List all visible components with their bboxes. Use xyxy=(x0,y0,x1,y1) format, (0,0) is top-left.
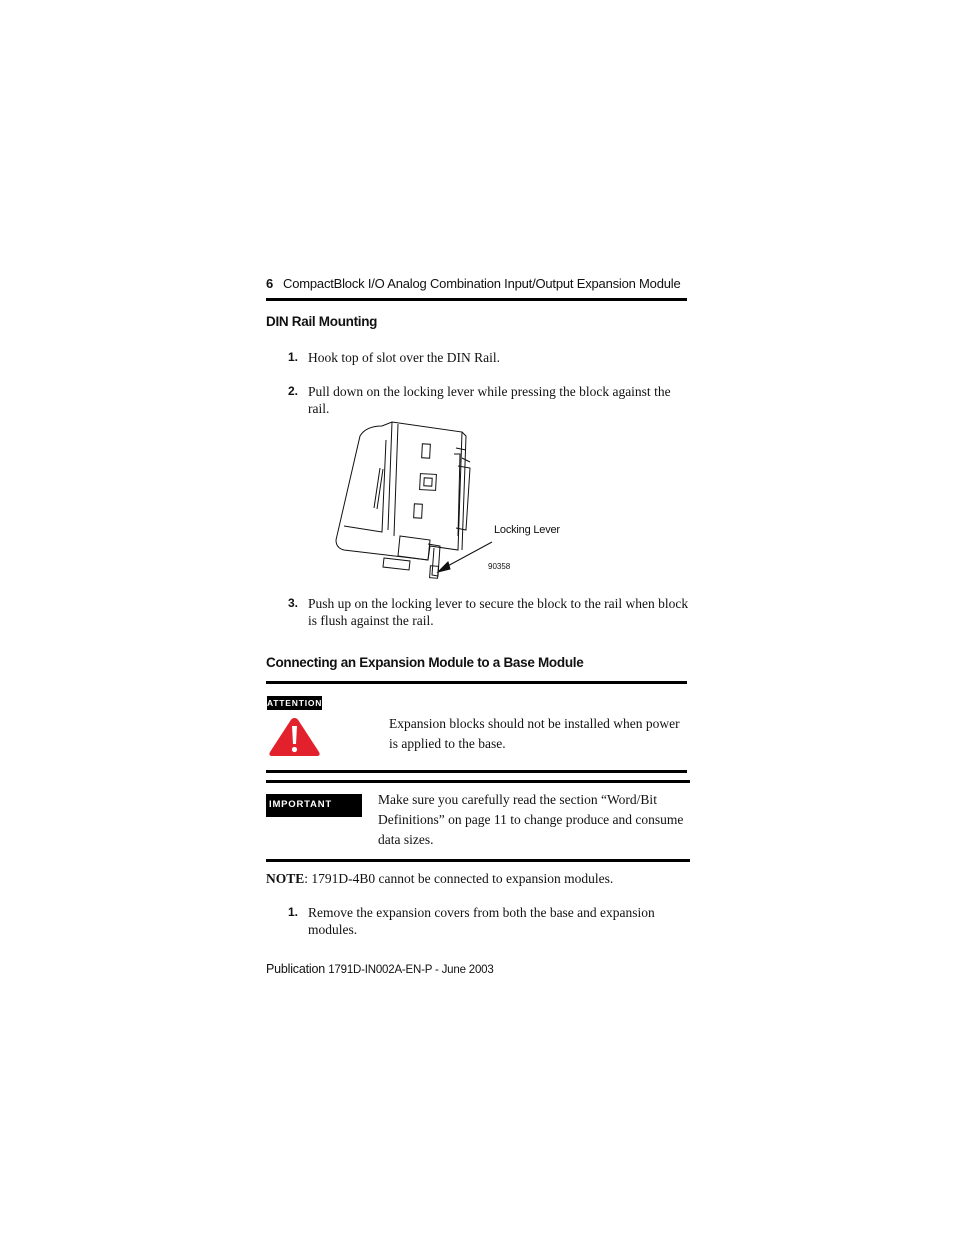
attention-text-line-1: Expansion blocks should not be installed when power xyxy=(389,716,680,731)
note-label: NOTE xyxy=(266,871,305,886)
step-number: 2. xyxy=(288,384,299,398)
note-text: : 1791D-4B0 cannot be connected to expansion modules. xyxy=(304,871,614,886)
footer-publication: 1791D-IN002A-EN-P - June 2003 xyxy=(328,964,494,976)
important-text-line-3: data sizes. xyxy=(378,832,434,847)
expansion-step-1 xyxy=(288,904,688,940)
step-text-line-2: is flush against the rail. xyxy=(308,613,434,628)
din-rail-mounting-figure xyxy=(330,418,570,583)
important-text-line-2: Definitions” on page 11 to change produce and consume xyxy=(378,812,684,827)
attention-text xyxy=(389,714,689,754)
footer xyxy=(266,962,494,976)
attention-badge: ATTENTION xyxy=(267,698,323,708)
warning-exclamation-icon xyxy=(267,715,322,758)
important-badge: IMPORTANT xyxy=(266,794,362,817)
din-step-3 xyxy=(288,595,698,631)
step-text-line-2: rail. xyxy=(308,401,330,416)
attention-bottom-rule xyxy=(266,770,687,773)
din-step-2 xyxy=(288,383,688,419)
important-top-rule xyxy=(266,780,690,783)
step-text-line-2: modules. xyxy=(308,922,358,937)
figure-number: 90358 xyxy=(488,562,511,571)
important-bottom-rule xyxy=(266,859,690,862)
section-heading-din-rail: DIN Rail Mounting xyxy=(266,314,378,329)
step-number: 1. xyxy=(288,905,299,919)
important-text xyxy=(378,790,690,850)
step-number: 3. xyxy=(288,596,299,610)
header-rule xyxy=(266,298,687,301)
attention-top-rule xyxy=(266,681,687,684)
page-number: 6 xyxy=(266,276,274,291)
attention-text-line-2: is applied to the base. xyxy=(389,736,506,751)
step-number: 1. xyxy=(288,350,299,364)
step-text-line-1: Pull down on the locking lever while pressing the block against the xyxy=(308,384,671,399)
running-title: CompactBlock I/O Analog Combination Input/Output Expansion Module xyxy=(283,276,681,291)
step-text: Hook top of slot over the DIN Rail. xyxy=(308,350,500,365)
running-header xyxy=(266,276,686,291)
step-text-line-1: Remove the expansion covers from both the base and expansion xyxy=(308,905,655,920)
step-text-line-1: Push up on the locking lever to secure the block to the rail when block xyxy=(308,596,689,611)
footer-label: Publication xyxy=(266,962,325,976)
figure-callout-locking-lever: Locking Lever xyxy=(494,524,560,536)
section-heading-expansion: Connecting an Expansion Module to a Base Module xyxy=(266,655,584,670)
note-paragraph xyxy=(266,871,613,887)
din-step-1 xyxy=(288,349,688,369)
important-text-line-1: Make sure you carefully read the section “Word/Bit xyxy=(378,792,657,807)
